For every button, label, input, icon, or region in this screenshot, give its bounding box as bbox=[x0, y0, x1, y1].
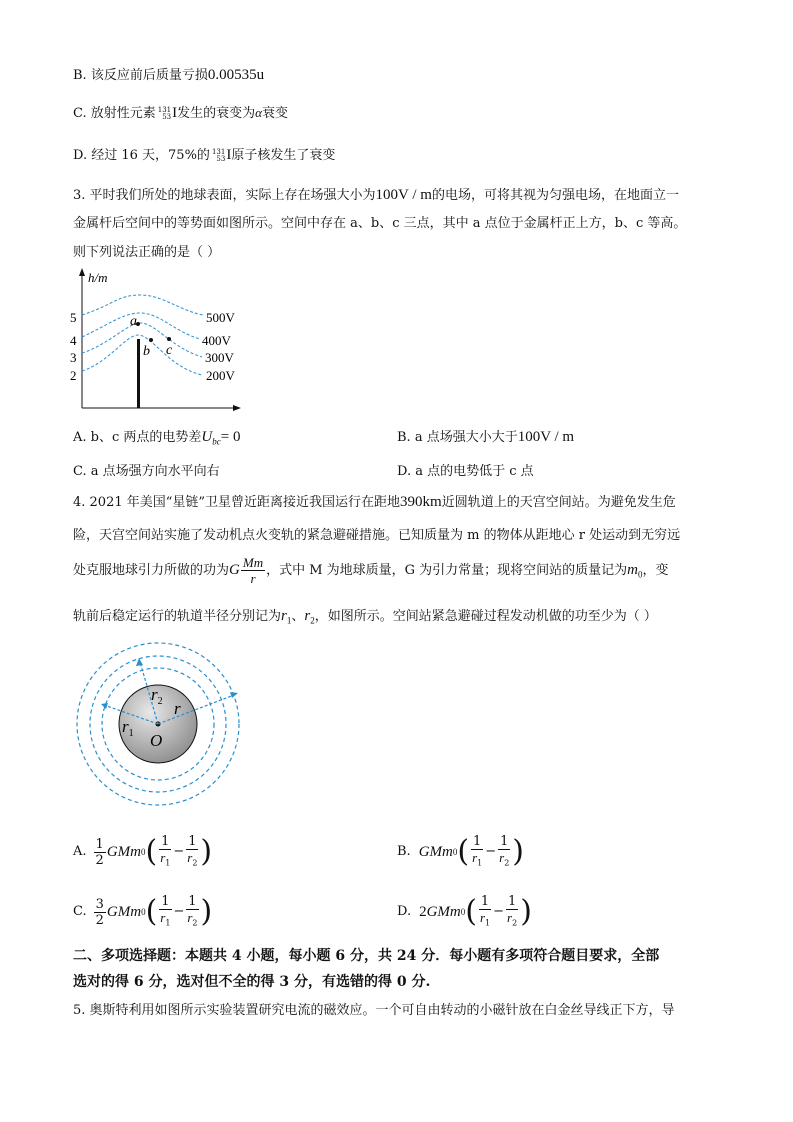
potential-400v: 400V bbox=[202, 333, 231, 348]
tick-5: 5 bbox=[70, 310, 77, 325]
tick-2: 2 bbox=[70, 368, 77, 383]
q2-option-c: C. 放射性元素 131 53I发生的衰变为α衰变 bbox=[73, 105, 288, 121]
equipotential-figure bbox=[68, 265, 248, 415]
iodine-isotope: 131 53 bbox=[211, 147, 226, 163]
q3-stem-line2: 金属杆后空间中的等势面如图所示。空间中存在 a、b、c 三点，其中 a 点位于金属杆正上方，b、c 等高。 bbox=[73, 216, 687, 231]
point-a-label: a bbox=[130, 314, 137, 329]
tick-3: 3 bbox=[70, 350, 77, 365]
q4-stem-line2: 险，天宫空间站实施了发动机点火变轨的紧急避碰措施。已知质量为 m 的物体从距地心 r 处运动到无穷远 bbox=[73, 528, 681, 543]
orbit-altitude: 390km bbox=[400, 494, 442, 510]
point-c-label: c bbox=[166, 343, 173, 358]
section2-heading-line2: 选对的得 6 分，选对但不全的得 3 分，有选错的得 0 分. bbox=[73, 974, 431, 990]
q3-option-d: D. a 点的电势低于 c 点 bbox=[397, 464, 534, 479]
q2-option-b bbox=[73, 66, 264, 85]
q4-option-c: C. $\frac{3}{2}$ GMm 0 ( $\frac{1}{r_1}$ − $\frac{1}{r_2}$ ) bbox=[73, 893, 213, 929]
center-o-label: O bbox=[150, 731, 163, 750]
q2-option-d-text: D. 经过 16 天，75%的 bbox=[73, 148, 210, 163]
metal-rod bbox=[137, 339, 140, 408]
iodine-isotope: 131 53 bbox=[157, 105, 172, 121]
iodine-symbol: I bbox=[172, 105, 178, 121]
q4-option-a: A. $\frac{1}{2}$ GMm 0 ( $\frac{1}{r_1}$ − $\frac{1}{r_2}$ ) bbox=[73, 833, 213, 869]
tick-4: 4 bbox=[70, 333, 77, 348]
r1-label: $r_1$ bbox=[122, 717, 134, 739]
q3-stem-line1: 3. 平时我们所处的地球表面，实际上存在场强大小为100V / m的电场，可将其视为匀强电场，在地面立一 bbox=[73, 187, 679, 203]
y-axis-label: h/m bbox=[88, 270, 108, 285]
q5-stem-line1: 5. 奥斯特利用如图所示实验装置研究电流的磁效应。一个可自由转动的小磁针放在白金丝导线正下方，导 bbox=[73, 1003, 675, 1018]
q2-option-d: D. 经过 16 天，75%的 131 53I原子核发生了衰变 bbox=[73, 147, 336, 163]
r-label: r bbox=[174, 699, 181, 718]
orbit-figure bbox=[70, 640, 250, 810]
potential-500v: 500V bbox=[206, 310, 235, 325]
field-strength-value: 100V / m bbox=[375, 187, 432, 203]
potential-200v: 200V bbox=[206, 368, 235, 383]
q2-option-b-value: 0.00535u bbox=[207, 67, 265, 83]
alpha-symbol: α bbox=[255, 105, 262, 120]
q4-stem-line4: 轨前后稳定运行的轨道半径分别记为$r_1$、$r_2$，如图所示。空间站紧急避碰过程发动机做的功至少为（ ） bbox=[73, 608, 657, 626]
q2-option-b-text: B. 该反应前后质量亏损 bbox=[73, 68, 208, 83]
q4-option-d: D. 2 GMm 0 ( $\frac{1}{r_1}$ − $\frac{1}{r_2}$ ) bbox=[397, 893, 532, 929]
q3-option-c: C. a 点场强方向水平向右 bbox=[73, 464, 220, 479]
q4-stem-line3: 处克服地球引力所做的功为G $\frac{Mm}{r}$ ，式中 M 为地球质量，G 为引力常量；现将空间站的质量记为$m_0$，变 bbox=[73, 555, 669, 586]
section2-heading-line1: 二、多项选择题：本题共 4 小题，每小题 6 分，共 24 分．每小题有多项符合题目要求，全部 bbox=[73, 948, 660, 964]
q2-option-c-text: C. 放射性元素 bbox=[73, 106, 156, 121]
q3-option-a: A. b、c 两点的电势差$U_{bc}= 0$ bbox=[73, 429, 241, 447]
point-b-label: b bbox=[143, 344, 150, 359]
q3-option-b: B. a 点场强大小大于100V / m bbox=[397, 429, 575, 445]
r2-label: $r_2$ bbox=[151, 685, 163, 707]
q4-stem-line1: 4. 2021 年美国“星链”卫星曾近距离接近我国运行在距地390km近圆轨道上的天宫空间站。为避免发生危 bbox=[73, 494, 676, 510]
potential-300v: 300V bbox=[205, 350, 234, 365]
q3-stem-line3: 则下列说法正确的是（ ） bbox=[73, 245, 221, 260]
q4-option-b: B. GMm 0 ( $\frac{1}{r_1}$ − $\frac{1}{r_2}$ ) bbox=[397, 833, 525, 869]
